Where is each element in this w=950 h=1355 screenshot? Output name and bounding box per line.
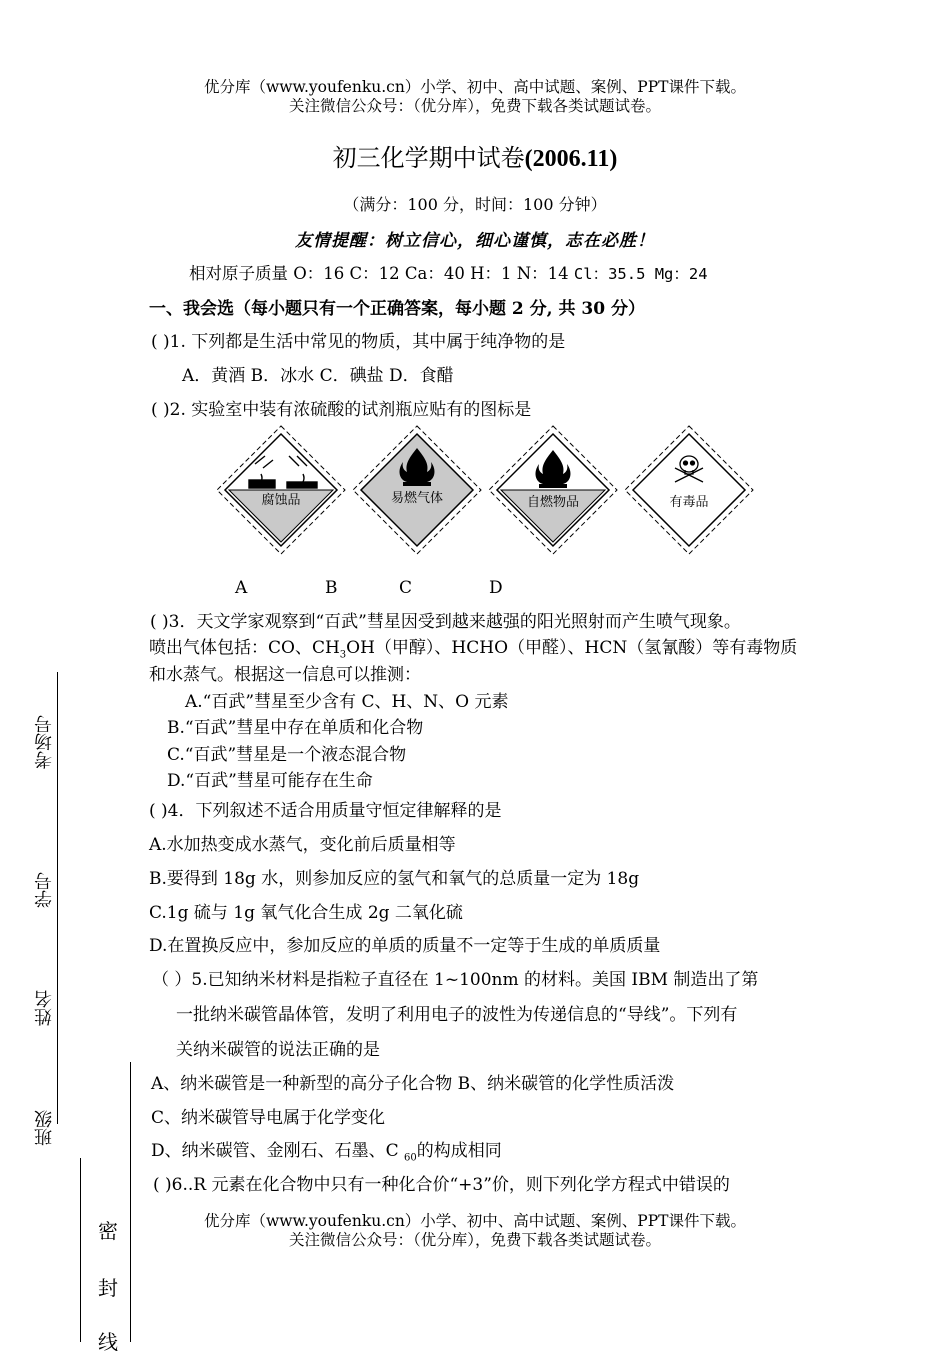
q4-option-a: A.水加热变成水蒸气，变化前后质量相等	[149, 835, 456, 855]
atomic-masses-extra: Cl：35.5 Mg：24	[573, 265, 708, 283]
exam-room-label: 考场号	[34, 715, 55, 769]
seal-line-right	[130, 1062, 131, 1342]
section-heading: 一、我会选（每小题只有一个正确答案，每小题 2 分, 共 30 分）	[149, 299, 645, 319]
q5-line-1: （ ）5.已知纳米材料是指粒子直径在 1~100nm 的材料。美国 IBM 制造出了第	[152, 970, 759, 990]
seal-char-2: 封	[98, 1276, 118, 1300]
q2-stem: ( )2. 实验室中装有浓硫酸的试剂瓶应贴有的图标是	[151, 400, 532, 420]
seal-char-3: 线	[98, 1330, 118, 1354]
q5-option-c: C、纳米碳管导电属于化学变化	[151, 1108, 386, 1128]
student-no-label: 学号	[34, 872, 55, 908]
q3-line-1: ( )3．天文学家观察到“百武”彗星因受到越来越强的阳光照射而产生喷气现象。	[150, 612, 741, 632]
sign-corrosive	[217, 426, 345, 554]
q5-line-3: 关纳米碳管的说法正确的是	[176, 1040, 380, 1060]
q3-option-c: C.“百武”彗星是一个液态混合物	[167, 745, 407, 765]
sign-d-label: 有毒品	[669, 495, 709, 510]
title-date: (2006.11)	[524, 146, 618, 172]
q5-option-d-b: 的构成相同	[416, 1141, 502, 1161]
sign-b-label: 易燃气体	[390, 491, 444, 506]
q6-stem: ( )6..R 元素在化合物中只有一种化合价“+3”价，则下列化学方程式中错误的	[153, 1175, 730, 1195]
name-label: 姓名	[34, 990, 55, 1026]
sign-letter-b: B	[325, 578, 338, 598]
page-title	[0, 138, 950, 173]
header-line-1: 优分库（www.youfenku.cn）小学、初中、高中试题、案例、PPT课件下载。	[203, 78, 747, 96]
q4-option-d: D.在置换反应中，参加反应的单质的质量不一定等于生成的单质质量	[149, 936, 661, 956]
footer-line-2: 关注微信公众号：（优分库），免费下载各类试题试卷。	[288, 1231, 661, 1249]
q1-stem: ( )1. 下列都是生活中常见的物质，其中属于纯净物的是	[151, 332, 566, 352]
sign-a-label: 腐蚀品	[261, 493, 301, 508]
seal-line-left	[80, 1158, 81, 1342]
q4-option-c: C.1g 硫与 1g 氧气化合生成 2g 二氧化硫	[149, 903, 463, 923]
seal-char-1: 密	[98, 1219, 118, 1243]
hazard-signs	[215, 424, 755, 556]
q4-stem: ( )4．下列叙述不适合用质量守恒定律解释的是	[149, 801, 502, 821]
q4-option-b: B.要得到 18g 水，则参加反应的氢气和氧气的总质量一定为 18g	[149, 869, 640, 889]
q3-option-b: B.“百武”彗星中存在单质和化合物	[167, 718, 424, 738]
q3-option-a: A.“百武”彗星至少含有 C、H、N、O 元素	[185, 692, 509, 712]
sign-c-label: 自燃物品	[526, 495, 580, 510]
sign-letter-d: D	[489, 578, 503, 598]
q3-line-2-a: 喷出气体包括：CO、CH	[149, 638, 340, 658]
header-line-2: 关注微信公众号：（优分库），免费下载各类试题试卷。	[288, 97, 661, 115]
sign-letter-c: C	[399, 578, 413, 598]
sign-flammable-gas	[353, 426, 481, 554]
footer-line-1: 优分库（www.youfenku.cn）小学、初中、高中试题、案例、PPT课件下载。	[203, 1212, 747, 1230]
skull-icon	[675, 456, 703, 482]
q1-options: A．黄酒 B．冰水 C．碘盐 D．食醋	[182, 366, 454, 386]
class-label: 班级	[34, 1110, 55, 1146]
q5-option-d-sub: 60	[404, 1152, 417, 1164]
q3-option-d: D.“百武”彗星可能存在生命	[167, 771, 373, 791]
q5-option-d	[151, 1136, 502, 1163]
exam-info: （满分：100 分，时间：100 分钟）	[343, 195, 607, 214]
q3-line-2-sub: 3	[339, 649, 347, 661]
q5-line-2: 一批纳米碳管晶体管，发明了利用电子的波性为传递信息的“导线”。下列有	[176, 1005, 738, 1025]
sign-spontaneous-combustion	[489, 426, 617, 554]
reminder: 友情提醒：树立信心，细心谨慎，志在必胜！	[295, 231, 655, 251]
q5-option-ab: A、纳米碳管是一种新型的高分子化合物 B、纳米碳管的化学性质活泼	[151, 1074, 675, 1094]
sign-letter-a: A	[235, 578, 248, 598]
flame-icon	[536, 450, 571, 488]
q3-line-2	[149, 633, 797, 660]
atomic-masses	[189, 260, 708, 284]
q3-line-3: 和水蒸气。根据这一信息可以推测：	[149, 665, 421, 685]
q3-line-2-b: OH（甲醇）、HCHO（甲醛）、HCN（氢氰酸）等有毒物质	[346, 638, 798, 658]
q5-option-d-a: D、纳米碳管、金刚石、石墨、C	[151, 1141, 405, 1161]
sign-toxic	[625, 426, 753, 554]
atomic-masses-main: 相对原子质量 O：16 C：12 Ca：40 H：1 N：14	[189, 264, 569, 283]
title-text: 初三化学期中试卷	[332, 144, 525, 172]
